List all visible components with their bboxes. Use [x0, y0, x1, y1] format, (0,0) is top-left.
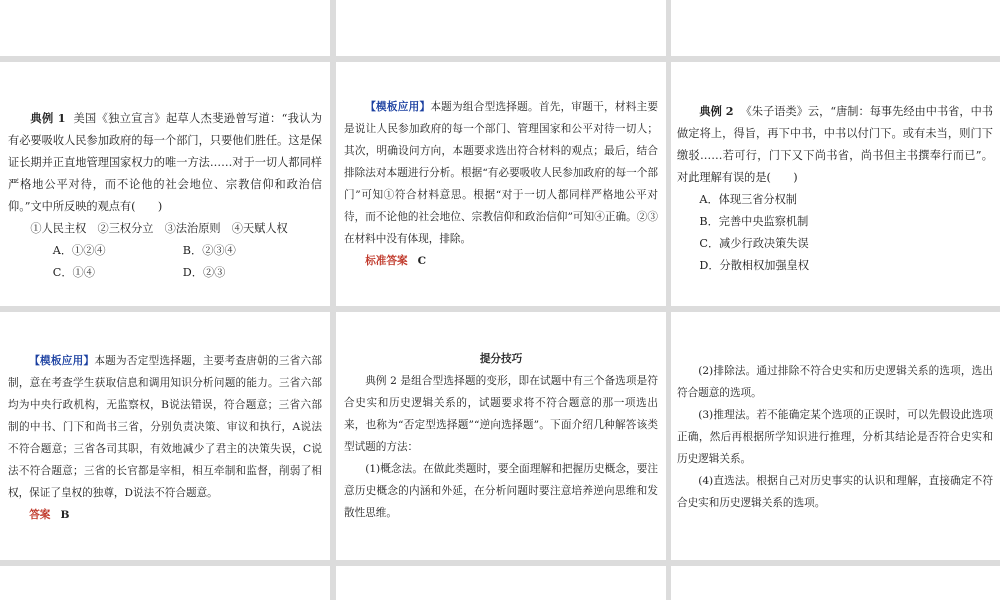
slide-example-1[interactable]: [0, 62, 330, 306]
option-d: D．分散相权加强皇权: [699, 259, 810, 272]
option-b: B．②③④: [182, 244, 236, 257]
section-title: 提分技巧: [479, 353, 523, 365]
tips-paragraph-2: (1)概念法。在做此类题时，要全面理解和把握历史概念，要注意历史概念的内涵和外延，在分析问题时要注意培养逆向思维和发散性思维。: [344, 463, 658, 519]
slide-methods[interactable]: [671, 312, 1000, 560]
slide-bottom-left: [0, 566, 330, 600]
method-direct: (4)直选法。根据自己对历史事实的认识和理解，直接确定不符合史实和历史逻辑关系的选项。: [677, 475, 993, 509]
slide-bottom-right: [671, 566, 1000, 600]
slide-top-left: [0, 0, 330, 56]
slide-example-2[interactable]: [671, 62, 1000, 306]
slide-top-middle: [336, 0, 666, 56]
slide-bottom-middle: [336, 566, 666, 600]
method-exclusion: (2)排除法。通过排除不符合史实和历史逻辑关系的选项，选出符合题意的选项。: [677, 365, 993, 399]
analysis-text: 本题为否定型选择题，主要考查唐朝的三省六部制，意在考查学生获取信息和调用知识分析问题的能力。三省六部均为中央行政机构，无监察权，B说法错误，符合题意；三省六部制的中书、门下和尚书三省，分别负责决策、审议和执行，A说法不符合题意；三省各司其职，有效地减少了君主的决策失误，C说法不符合题意；三省的长官都是宰相，相互牵制和监督，削弱了相权，保证了皇权的独尊，D说法不符合题意。: [8, 355, 323, 499]
answer-value: B: [60, 509, 70, 521]
tips-paragraph-1: 典例 2 是组合型选择题的变形，即在试题中有三个备选项是符合史实和历史逻辑关系的，试题要求将不符合题意的那一项选出来，也称为“否定型选择题”“逆向选择题”。下面介绍几种解答该类型试题的方法：: [344, 375, 658, 453]
question-text: 美国《独立宣言》起草人杰斐逊曾写道：“我认为有必要吸收人民参加政府的每一个部门，只要他们胜任。这是保证长期并正直地管理国家权力的唯一方法……对于一切人都同样严格地公平对待，而不论他的社会地位、宗教信仰和政治信仰。”文中所反映的观点有( ): [8, 112, 322, 213]
answer-value: C: [417, 255, 427, 267]
slide-template-application-2[interactable]: [0, 312, 330, 560]
example-label: 典例 1: [30, 111, 66, 125]
option-a: A．体现三省分权制: [699, 193, 797, 206]
option-c: C．减少行政决策失误: [699, 237, 809, 250]
template-tag: 【模板应用】: [365, 101, 431, 113]
option-d: D．②③: [182, 266, 226, 279]
answer-label: 答案: [29, 509, 51, 521]
answer-label: 标准答案: [365, 255, 408, 267]
question-text: 《朱子语类》云，“唐制：每事先经由中书省，中书做定将上，得旨，再下中书，中书以付门下。或有未当，则门下缴驳……若可行，门下又下尚书省，尚书但主书撰奉行而已”。对此理解有误的是( ): [677, 105, 993, 184]
method-inference: (3)推理法。若不能确定某个选项的正误时，可以先假设此选项正确，然后再根据所学知识进行推理，分析其结论是否符合史实和历史逻辑关系。: [677, 409, 993, 465]
slide-score-tips[interactable]: [336, 312, 666, 560]
slide-top-right: [671, 0, 1000, 56]
option-c: C．①④: [52, 266, 95, 279]
analysis-text: 本题为组合型选择题。首先，审题干，材料主要是说让人民参加政府的每一个部门、管理国家和公平对待一切人；其次，明确设问方向，本题要求选出符合材料的观点；最后，结合排除法对本题进行分析。根据“有必要吸收人民参加政府的每一个部门”可知①符合材料意思。根据“对于一切人都同样严格地公平对待，而不论他的社会地位、宗教信仰和政治信仰”可知④正确。②③在材料中没有体现，排除。: [344, 101, 659, 245]
template-tag: 【模板应用】: [29, 355, 95, 367]
example-label: 典例 2: [699, 104, 734, 118]
option-b: B．完善中央监察机制: [699, 215, 809, 228]
slide-template-application-1[interactable]: [336, 62, 666, 306]
option-a: A．①②④: [52, 244, 106, 257]
items-line: ①人民主权 ②三权分立 ③法治原则 ④天赋人权: [30, 222, 288, 235]
